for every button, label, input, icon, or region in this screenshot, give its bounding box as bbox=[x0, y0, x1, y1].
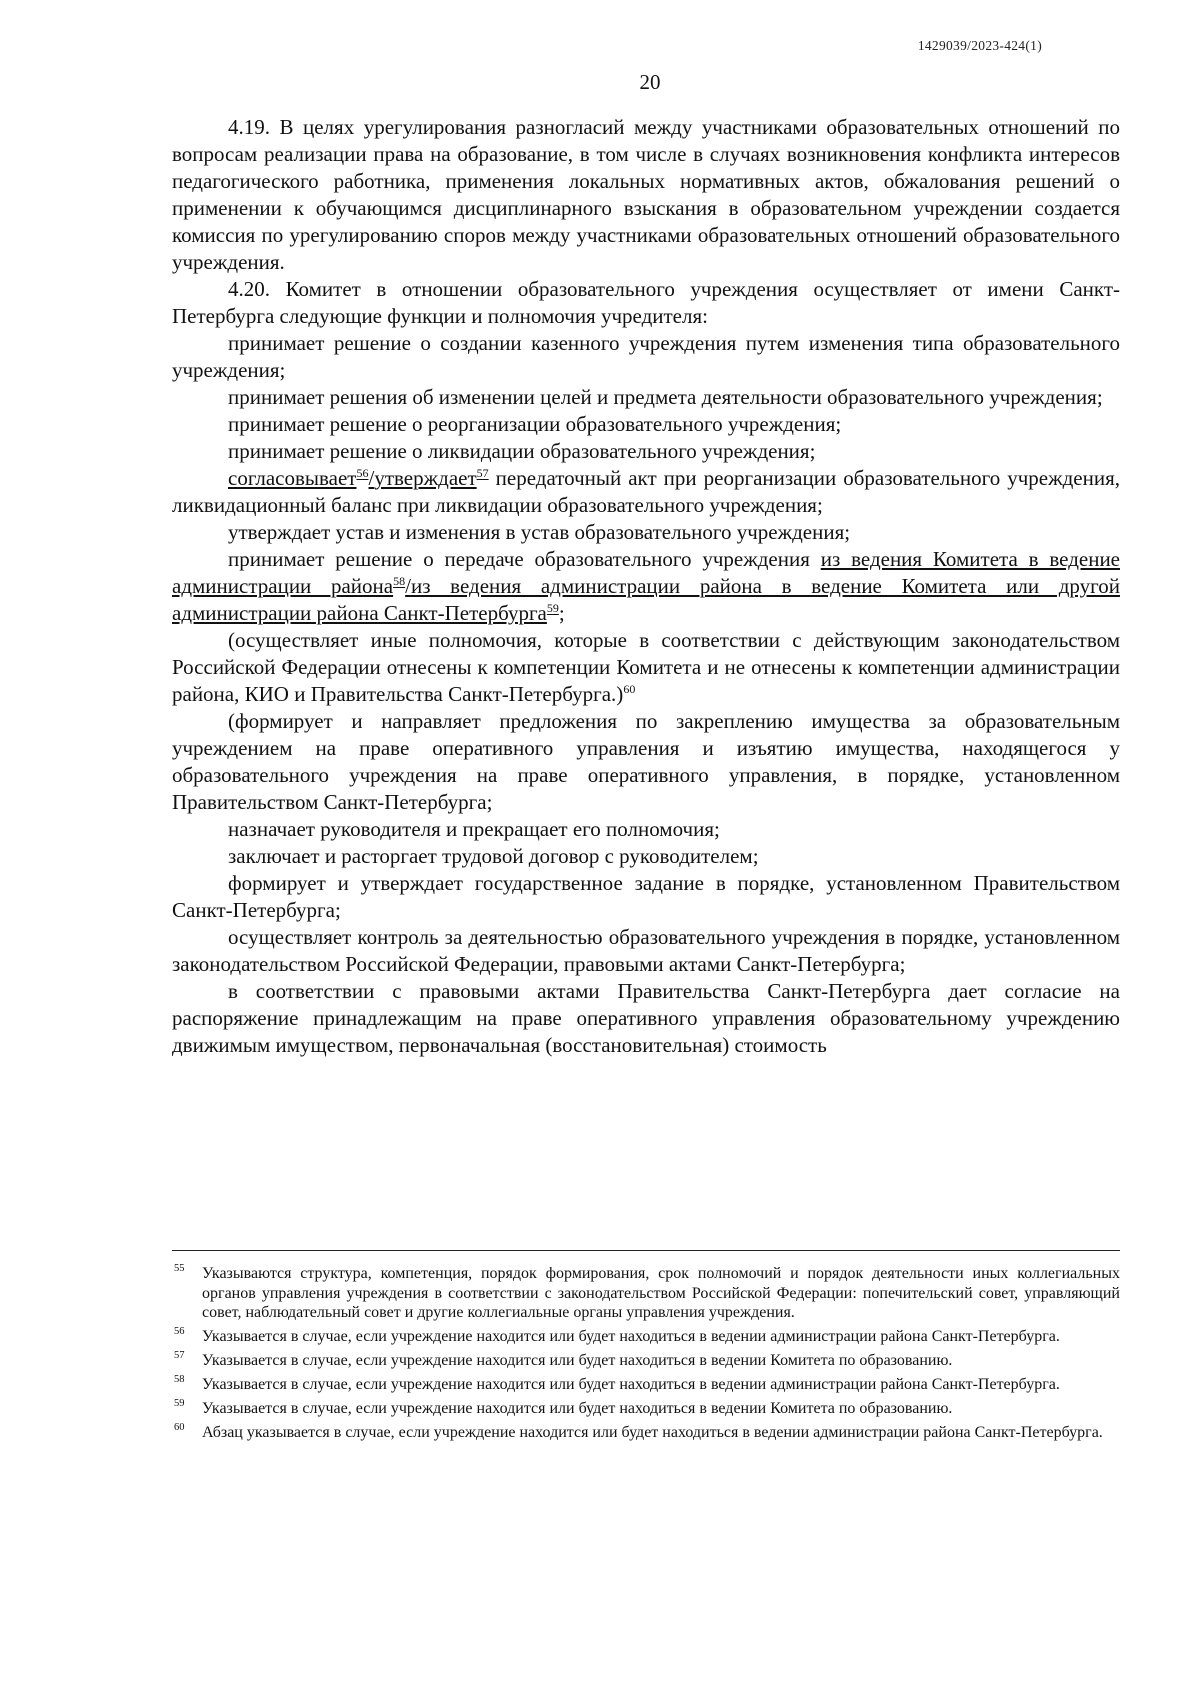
paragraph-other-powers bbox=[172, 627, 1120, 708]
footnote-57 bbox=[172, 1351, 1120, 1371]
paragraph-create-state-institution: принимает решение о создании казенного учреждения путем изменения типа образовательного учреждения; bbox=[172, 331, 1120, 382]
underlined-term-agrees: согласовывает bbox=[228, 466, 357, 490]
footnote-ref-60[interactable]: 60 bbox=[623, 682, 636, 696]
footnote-text: Указывается в случае, если учреждение находится или будет находиться в ведении Комитета по образованию. bbox=[202, 1400, 953, 1418]
footnote-ref-57[interactable]: 57 bbox=[476, 466, 489, 480]
paragraph-4-19: 4.19. В целях урегулирования разногласий между участниками образовательных отношений по вопросам реализации права на образование, в том числе в случаях возникновения конфликта интересов педагогического работника, применения локальных нормативных актов, обжалования решений о применении к обучающимся дисциплинарного взыскания в образовательном учреждении создается комиссия по урегулированию споров между участниками образовательных отношений образовательного учреждения. bbox=[172, 115, 1120, 274]
paragraph-charter: утверждает устав и изменения в устав образовательного учреждения; bbox=[228, 520, 851, 544]
paragraph-consent-disposal: в соответствии с правовыми актами Правительства Санкт-Петербурга дает согласие на распоряжение принадлежащим на праве оперативного управления образовательному учреждению движимым имуществом, первоначальная (восстановительная) стоимость bbox=[172, 979, 1120, 1057]
underlined-option-district-to-committee: из ведения администрации района в ведение Комитета или другой администрации района Санкт-Петербурга bbox=[172, 574, 1120, 625]
slash-separator: / bbox=[368, 466, 375, 490]
paragraph-reorganization: принимает решение о реорганизации образовательного учреждения; bbox=[228, 412, 842, 436]
paragraph-4-20: 4.20. Комитет в отношении образовательного учреждения осуществляет от имени Санкт-Петербурга следующие функции и полномочия учредителя: bbox=[172, 277, 1120, 328]
page-number: 20 bbox=[639, 70, 661, 94]
document-body bbox=[172, 114, 1120, 1059]
footnote-text: Абзац указывается в случае, если учреждение находится или будет находиться в ведении администрации района Санкт-Петербурга. bbox=[202, 1424, 1103, 1442]
footnote-text: Указывается в случае, если учреждение находится или будет находиться в ведении администрации района Санкт-Петербурга. bbox=[202, 1376, 1060, 1394]
paragraph-control: осуществляет контроль за деятельностью образовательного учреждения в порядке, установленном законодательством Российской Федерации, правовыми актами Санкт-Петербурга; bbox=[172, 925, 1120, 976]
footnote-58 bbox=[172, 1375, 1120, 1395]
footnote-text: Указывается в случае, если учреждение находится или будет находиться в ведении Комитета по образованию. bbox=[202, 1352, 953, 1370]
underlined-option-committee-to-district: из ведения Комитета в ведение администрации района bbox=[172, 547, 1120, 598]
footnote-60 bbox=[172, 1423, 1120, 1443]
paragraph-transfer-act bbox=[172, 465, 1120, 519]
paragraph-labor-contract: заключает и расторгает трудовой договор с руководителем; bbox=[228, 844, 759, 868]
footnote-ref-56[interactable]: 56 bbox=[356, 466, 369, 480]
footnote-separator bbox=[172, 1250, 1120, 1251]
paragraph-change-goals: принимает решения об изменении целей и предмета деятельности образовательного учреждения; bbox=[228, 385, 1103, 409]
paragraph-property-proposals: (формирует и направляет предложения по закреплению имущества за образовательным учреждением на праве оперативного управления и изъятию имущества, находящегося у образовательного учреждения на праве оперативного управления, в порядке, установленном Правительством Санкт-Петербурга; bbox=[172, 709, 1120, 814]
footnote-ref-59[interactable]: 59 bbox=[546, 601, 559, 615]
underlined-term-approves: утверждает bbox=[374, 466, 477, 490]
footnote-number: 58 bbox=[174, 1374, 185, 1386]
footnote-55 bbox=[172, 1264, 1120, 1323]
footnotes bbox=[172, 1264, 1120, 1448]
paragraph-liquidation: принимает решение о ликвидации образовательного учреждения; bbox=[228, 439, 816, 463]
footnote-text: Указывается в случае, если учреждение находится или будет находиться в ведении администрации района Санкт-Петербурга. bbox=[202, 1328, 1060, 1346]
footnote-number: 59 bbox=[174, 1398, 185, 1410]
slash-separator: / bbox=[405, 574, 411, 598]
semicolon: ; bbox=[558, 601, 565, 625]
paragraph-transfer-jurisdiction bbox=[172, 546, 1120, 627]
transfer-text: принимает решение о передаче образовательного учреждения bbox=[228, 547, 821, 571]
footnote-ref-58[interactable]: 58 bbox=[393, 574, 406, 588]
transfer-act-text: передаточный акт при реорганизации образовательного учреждения, ликвидационный баланс при ликвидации образовательного учреждения; bbox=[172, 466, 1120, 517]
footnote-number: 56 bbox=[174, 1326, 185, 1338]
paragraph-appoint-head: назначает руководителя и прекращает его полномочия; bbox=[228, 817, 720, 841]
footnote-56 bbox=[172, 1327, 1120, 1347]
footnote-number: 55 bbox=[174, 1263, 185, 1274]
footnote-number: 60 bbox=[174, 1422, 185, 1434]
other-powers-text: (осуществляет иные полномочия, которые в соответствии с действующим законодательством Российской Федерации отнесены к компетенции Комитета и не отнесены к компетенции администрации района, КИО и Правительства Санкт-Петербурга.) bbox=[172, 628, 1120, 706]
paragraph-state-assignment: формирует и утверждает государственное задание в порядке, установленном Правительством Санкт-Петербурга; bbox=[172, 871, 1120, 922]
footnote-text: Указываются структура, компетенция, порядок формирования, срок полномочий и порядок деятельности иных коллегиальных органов управления учреждения в соответствии с законодательством Российской Федерации: попечительский совет, управляющий совет, наблюдательный совет и другие коллегиальные органы управления учреждения. bbox=[202, 1265, 1120, 1321]
document-id: 1429039/2023-424(1) bbox=[917, 38, 1042, 53]
footnote-59 bbox=[172, 1399, 1120, 1419]
footnote-number: 57 bbox=[174, 1350, 185, 1362]
